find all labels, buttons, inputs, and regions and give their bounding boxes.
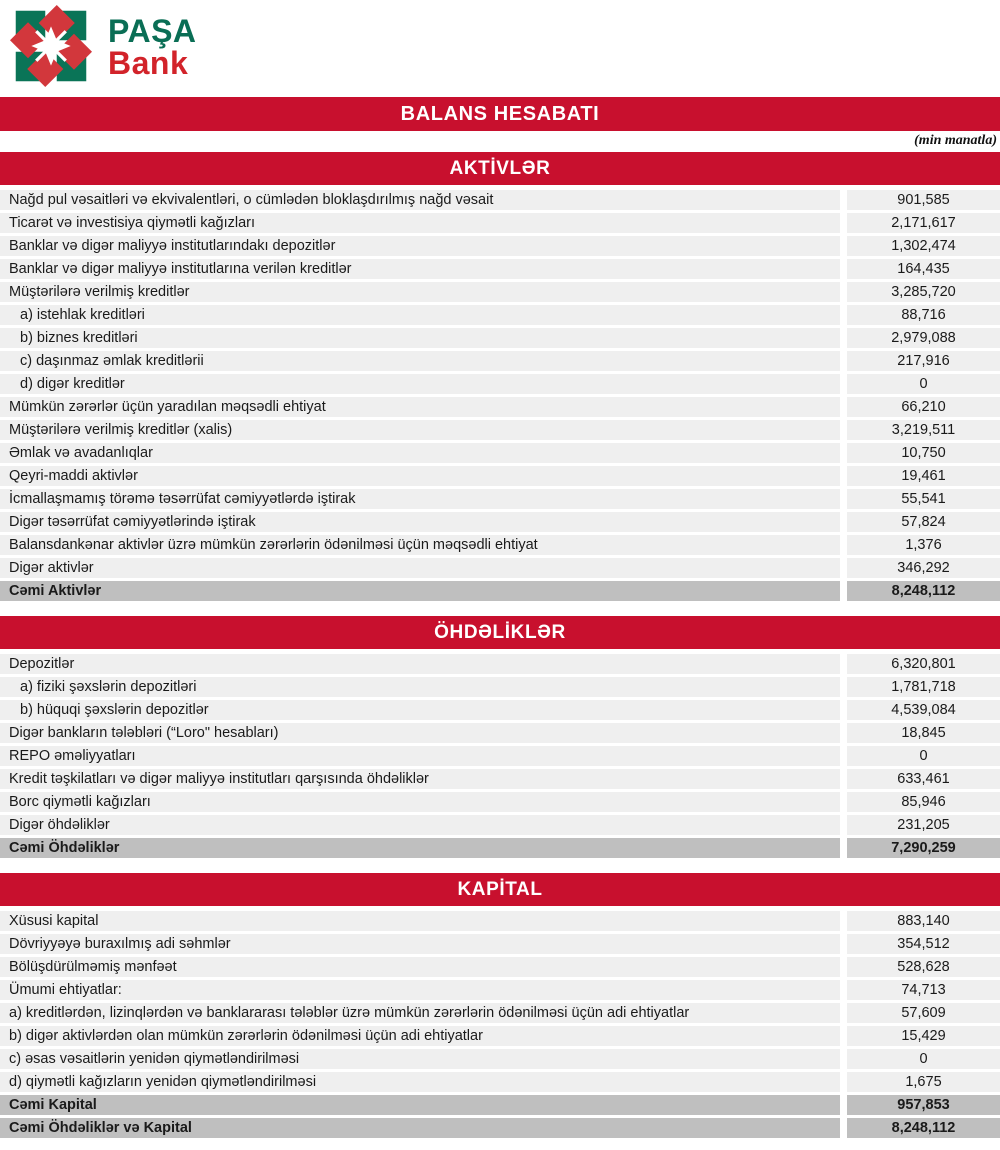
total-row [0,581,1000,601]
row-label: Mümkün zərərlər üçün yaradılan məqsədli ehtiyat [0,397,840,417]
row-label: Ümumi ehtiyatlar: [0,980,840,1000]
row-value: 354,512 [847,934,1000,954]
row-label: b) hüquqi şəxslərin depozitlər [0,700,840,720]
row-label: Kredit təşkilatları və digər maliyyə institutları qarşısında öhdəliklər [0,769,840,789]
row-value: 231,205 [847,815,1000,835]
row-label: Cəmi Aktivlər [0,581,840,601]
row-label: Digər təsərrüfat cəmiyyətlərində iştirak [0,512,840,532]
report-title: BALANS HESABATI [0,97,1000,131]
table-row [0,1049,1000,1069]
total-row [0,1095,1000,1115]
row-label: REPO əməliyyatları [0,746,840,766]
row-value: 57,824 [847,512,1000,532]
page-header [0,0,1000,97]
row-label: Əmlak və avadanlıqlar [0,443,840,463]
table-row [0,1026,1000,1046]
table-row [0,190,1000,210]
table-row [0,535,1000,555]
table-row [0,236,1000,256]
row-value: 8,248,112 [847,581,1000,601]
row-value: 66,210 [847,397,1000,417]
row-value: 15,429 [847,1026,1000,1046]
row-label: Qeyri-maddi aktivlər [0,466,840,486]
table-row [0,558,1000,578]
table-row [0,443,1000,463]
row-value: 0 [847,746,1000,766]
row-label: İcmallaşmamış törəmə təsərrüfat cəmiyyətlərdə iştirak [0,489,840,509]
row-value: 901,585 [847,190,1000,210]
row-value: 164,435 [847,259,1000,279]
row-value: 3,285,720 [847,282,1000,302]
table-row [0,677,1000,697]
table-row [0,1072,1000,1092]
section-title-aktivler: AKTİVLƏR [0,152,1000,185]
row-label: Dövriyyəyə buraxılmış adi səhmlər [0,934,840,954]
row-value: 19,461 [847,466,1000,486]
table-row [0,259,1000,279]
row-label: Nağd pul vəsaitləri və ekvivalentləri, o cümlədən bloklaşdırılmış nağd vəsait [0,190,840,210]
row-value: 57,609 [847,1003,1000,1023]
row-value: 85,946 [847,792,1000,812]
row-label: Bölüşdürülməmiş mənfəət [0,957,840,977]
row-label: d) digər kreditlər [0,374,840,394]
balance-sheet [0,152,1000,1138]
row-label: Borc qiymətli kağızları [0,792,840,812]
logo-brand-name-top: PAŞA [108,13,197,49]
table-row [0,980,1000,1000]
pasha-bank-logo-icon [10,5,92,87]
row-value: 0 [847,1049,1000,1069]
row-value: 346,292 [847,558,1000,578]
total-row [0,1118,1000,1138]
table-row [0,792,1000,812]
row-value: 8,248,112 [847,1118,1000,1138]
row-label: a) kreditlərdən, lizinqlərdən və banklararası tələblər üzrə mümkün zərərlərin ödənilməsi üçün adi ehtiyatlar [0,1003,840,1023]
section-ohdelikler [0,616,1000,858]
row-value: 217,916 [847,351,1000,371]
row-value: 88,716 [847,305,1000,325]
row-value: 74,713 [847,980,1000,1000]
table-row [0,1003,1000,1023]
row-label: a) fiziki şəxslərin depozitləri [0,677,840,697]
row-label: b) biznes kreditləri [0,328,840,348]
table-row [0,374,1000,394]
row-label: Xüsusi kapital [0,911,840,931]
row-label: c) əsas vəsaitlərin yenidən qiymətləndirilməsi [0,1049,840,1069]
row-value: 4,539,084 [847,700,1000,720]
section-aktivler [0,152,1000,601]
table-row [0,282,1000,302]
row-value: 2,979,088 [847,328,1000,348]
row-label: Müştərilərə verilmiş kreditlər (xalis) [0,420,840,440]
section-kapital [0,873,1000,1138]
row-value: 6,320,801 [847,654,1000,674]
row-value: 1,376 [847,535,1000,555]
table-row [0,957,1000,977]
row-value: 1,675 [847,1072,1000,1092]
row-label: Ticarət və investisiya qiymətli kağızları [0,213,840,233]
row-label: Banklar və digər maliyyə institutlarındakı depozitlər [0,236,840,256]
table-row [0,815,1000,835]
section-title-kapital: KAPİTAL [0,873,1000,906]
row-value: 1,781,718 [847,677,1000,697]
table-row [0,420,1000,440]
table-row [0,723,1000,743]
table-row [0,328,1000,348]
row-value: 18,845 [847,723,1000,743]
row-label: Digər bankların tələbləri (“Loro" hesabları) [0,723,840,743]
table-row [0,351,1000,371]
row-label: c) daşınmaz əmlak kreditlərii [0,351,840,371]
row-value: 957,853 [847,1095,1000,1115]
section-title-ohdelikler: ÖHDƏLİKLƏR [0,616,1000,649]
row-label: Banklar və digər maliyyə institutlarına verilən kreditlər [0,259,840,279]
row-label: Digər aktivlər [0,558,840,578]
pasha-bank-logo [10,5,197,87]
row-value: 1,302,474 [847,236,1000,256]
table-row [0,466,1000,486]
table-row [0,512,1000,532]
row-label: Depozitlər [0,654,840,674]
row-label: Digər öhdəliklər [0,815,840,835]
row-value: 7,290,259 [847,838,1000,858]
row-label: Cəmi Kapital [0,1095,840,1115]
logo-brand-name-bottom: Bank [108,45,189,81]
row-value: 0 [847,374,1000,394]
row-label: b) digər aktivlərdən olan mümkün zərərlərin ödənilməsi üçün adi ehtiyatlar [0,1026,840,1046]
row-value: 2,171,617 [847,213,1000,233]
table-row [0,397,1000,417]
row-value: 10,750 [847,443,1000,463]
row-label: a) istehlak kreditləri [0,305,840,325]
table-row [0,769,1000,789]
row-value: 633,461 [847,769,1000,789]
unit-note: (min manatla) [914,133,997,148]
table-row [0,911,1000,931]
table-row [0,489,1000,509]
row-label: Balansdankənar aktivlər üzrə mümkün zərərlərin ödənilməsi üçün məqsədli ehtiyat [0,535,840,555]
row-label: Cəmi Öhdəliklər və Kapital [0,1118,840,1138]
total-row [0,838,1000,858]
table-row [0,700,1000,720]
row-value: 528,628 [847,957,1000,977]
row-label: d) qiymətli kağızların yenidən qiymətləndirilməsi [0,1072,840,1092]
row-value: 55,541 [847,489,1000,509]
table-row [0,934,1000,954]
row-value: 3,219,511 [847,420,1000,440]
logo-wordmark [108,15,197,79]
table-row [0,213,1000,233]
table-row [0,746,1000,766]
table-row [0,654,1000,674]
row-label: Müştərilərə verilmiş kreditlər [0,282,840,302]
table-row [0,305,1000,325]
row-label: Cəmi Öhdəliklər [0,838,840,858]
row-value: 883,140 [847,911,1000,931]
